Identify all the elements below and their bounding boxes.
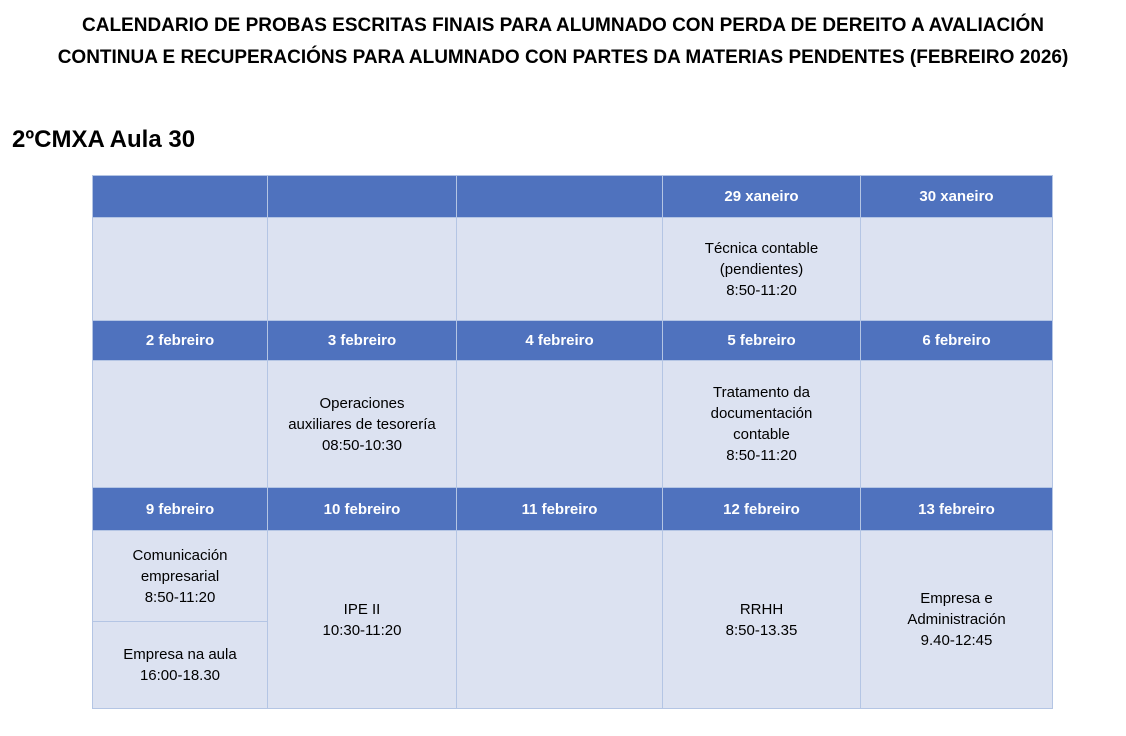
- date-cell: 12 febreiro: [663, 488, 861, 531]
- exam-note: (pendientes): [719, 260, 804, 278]
- exam-time: 8:50-11:20: [144, 588, 216, 606]
- exam-time: 8:50-13.35: [725, 621, 798, 639]
- exam-cell-empty: [457, 531, 663, 709]
- exam-cell: [663, 361, 861, 488]
- date-cell: [268, 176, 457, 218]
- exam-subject: Comunicación: [132, 546, 228, 564]
- exam-subject: contable: [733, 426, 790, 443]
- date-cell: 11 febreiro: [457, 488, 663, 531]
- exam-calendar-table: [92, 175, 1053, 709]
- exam-time: 9.40-12:45: [920, 632, 993, 649]
- title-line-2: CONTINUA E RECUPERACIÓNS PARA ALUMNADO CON PARTES DA MATERIAS PENDENTES (FEBREIRO 2026): [57, 47, 1069, 68]
- date-cell: 9 febreiro: [93, 488, 268, 531]
- exam-subject: Empresa e: [920, 590, 993, 607]
- exam-cell: [861, 531, 1053, 709]
- exam-subject: empresarial: [140, 567, 220, 585]
- week3-exam-row: [93, 531, 1053, 622]
- exam-cell: [93, 622, 268, 709]
- exam-cell-empty: [93, 361, 268, 488]
- exam-cell-empty: [268, 218, 457, 321]
- date-cell: [457, 176, 663, 218]
- exam-cell-empty: [861, 361, 1053, 488]
- exam-time: 10:30-11:20: [322, 621, 402, 639]
- exam-subject: IPE II: [343, 600, 381, 618]
- week2-exam-row: [93, 361, 1053, 488]
- exam-cell: [663, 531, 861, 709]
- document-title: [0, 10, 1126, 74]
- week1-header-row: [93, 176, 1053, 218]
- exam-cell: [663, 218, 861, 321]
- date-cell: 30 xaneiro: [861, 176, 1053, 218]
- exam-subject: Empresa na aula: [123, 646, 237, 663]
- exam-cell: [93, 531, 268, 622]
- exam-time: 8:50-11:20: [726, 447, 797, 464]
- week3-header-row: [93, 488, 1053, 531]
- exam-subject: Técnica contable: [704, 239, 819, 257]
- exam-subject: Administración: [907, 611, 1006, 628]
- exam-time: 16:00-18.30: [139, 667, 221, 684]
- exam-cell-empty: [861, 218, 1053, 321]
- date-cell: [93, 176, 268, 218]
- week2-header-row: [93, 321, 1053, 361]
- date-cell: 10 febreiro: [268, 488, 457, 531]
- exam-subject: RRHH: [739, 600, 784, 618]
- date-cell: 6 febreiro: [861, 321, 1053, 361]
- exam-time: 8:50-11:20: [726, 281, 797, 299]
- group-heading: 2ºCMXA Aula 30: [12, 126, 196, 153]
- exam-cell-empty: [457, 361, 663, 488]
- exam-cell-empty: [93, 218, 268, 321]
- exam-cell-empty: [457, 218, 663, 321]
- exam-cell: [268, 531, 457, 709]
- exam-subject: auxiliares de tesorería: [288, 415, 436, 433]
- date-cell: 4 febreiro: [457, 321, 663, 361]
- date-cell: 3 febreiro: [268, 321, 457, 361]
- exam-cell: [268, 361, 457, 488]
- date-cell: 2 febreiro: [93, 321, 268, 361]
- exam-subject: Operaciones: [319, 394, 405, 412]
- exam-time: 08:50-10:30: [321, 436, 403, 454]
- date-cell: 5 febreiro: [663, 321, 861, 361]
- title-line-1: CALENDARIO DE PROBAS ESCRITAS FINAIS PARA ALUMNADO CON PERDA DE DEREITO A AVALIACIÓN: [82, 15, 1044, 36]
- week1-exam-row: [93, 218, 1053, 321]
- date-cell: 13 febreiro: [861, 488, 1053, 531]
- exam-subject: Tratamento da: [713, 384, 810, 401]
- date-cell: 29 xaneiro: [663, 176, 861, 218]
- exam-subject: documentación: [710, 405, 813, 422]
